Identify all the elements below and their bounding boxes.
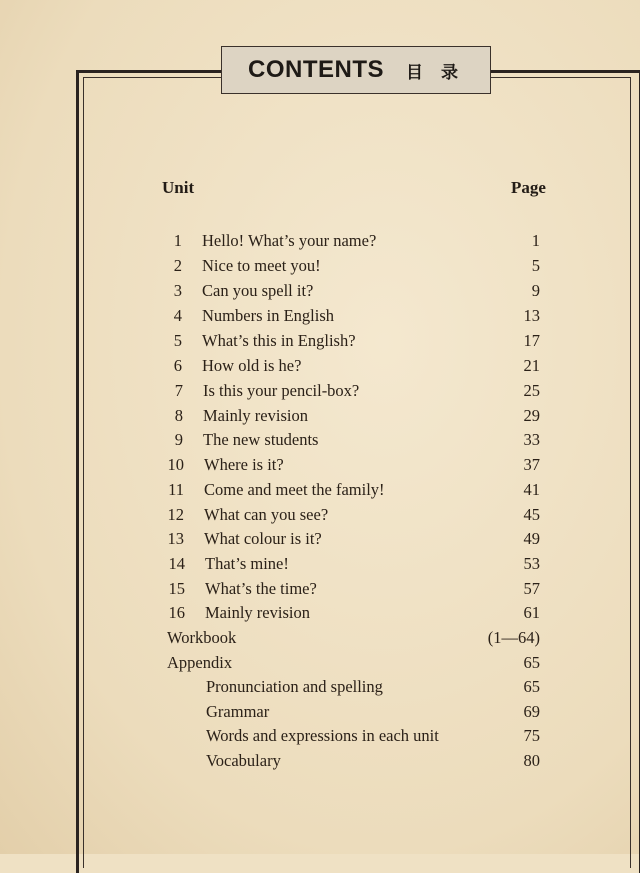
unit-number: 12 [167, 505, 184, 524]
toc-row [0, 503, 640, 527]
unit-column-header: Unit [162, 178, 195, 197]
toc-row [0, 329, 640, 353]
unit-page: 49 [523, 529, 540, 548]
unit-title: How old is he? [202, 356, 302, 375]
unit-page: 25 [523, 381, 540, 400]
appendix-item [0, 749, 640, 773]
unit-number: 4 [173, 306, 182, 325]
toc-row [0, 552, 640, 576]
appendix-item-title: Vocabulary [206, 751, 281, 770]
toc-row [0, 304, 640, 328]
toc-row [0, 354, 640, 378]
unit-number: 8 [174, 406, 183, 425]
unit-title: That’s mine! [205, 554, 289, 573]
workbook-page: (1—64) [487, 628, 540, 647]
unit-page: 45 [523, 505, 540, 524]
unit-number: 5 [173, 331, 182, 350]
unit-page: 1 [531, 231, 540, 250]
unit-title: Mainly revision [203, 406, 308, 425]
toc-row [0, 527, 640, 551]
toc-row [0, 404, 640, 428]
unit-page: 5 [531, 256, 540, 275]
page-column-header: Page [511, 178, 546, 197]
appendix-row [0, 651, 640, 675]
unit-title: Where is it? [204, 455, 284, 474]
unit-number: 1 [173, 231, 182, 250]
contents-title-chinese: 目 录 [406, 62, 464, 83]
unit-title: Can you spell it? [202, 281, 314, 300]
appendix-item-title: Grammar [206, 702, 270, 721]
workbook-row [0, 626, 640, 650]
toc-row [0, 229, 640, 253]
appendix-item-page: 69 [523, 702, 540, 721]
unit-number: 11 [168, 480, 184, 499]
unit-title: Come and meet the family! [204, 480, 385, 499]
unit-number: 2 [173, 256, 182, 275]
toc-row [0, 279, 640, 303]
toc-row [0, 601, 640, 625]
unit-page: 41 [523, 480, 540, 499]
unit-title: Numbers in English [202, 306, 334, 325]
unit-title: The new students [203, 430, 319, 449]
unit-title: Nice to meet you! [202, 256, 321, 275]
unit-page: 61 [523, 603, 540, 622]
unit-title: What colour is it? [204, 529, 322, 548]
unit-title: Mainly revision [205, 603, 310, 622]
unit-page: 53 [523, 554, 540, 573]
unit-page: 13 [523, 306, 540, 325]
unit-page: 37 [523, 455, 540, 474]
unit-number: 6 [173, 356, 182, 375]
unit-title: What’s this in English? [202, 331, 356, 350]
unit-number: 3 [173, 281, 182, 300]
toc-row [0, 254, 640, 278]
contents-title: CONTENTS [248, 56, 385, 83]
appendix-item [0, 675, 640, 699]
appendix-item-page: 65 [523, 677, 540, 696]
appendix-item [0, 724, 640, 748]
contents-title-box [221, 46, 491, 94]
unit-number: 10 [167, 455, 184, 474]
appendix-item-page: 75 [523, 726, 540, 745]
unit-number: 7 [174, 381, 183, 400]
unit-title: Is this your pencil-box? [203, 381, 360, 400]
unit-page: 33 [523, 430, 540, 449]
toc-row [0, 428, 640, 452]
unit-title: What can you see? [204, 505, 329, 524]
unit-number: 13 [167, 529, 184, 548]
unit-page: 17 [523, 331, 540, 350]
unit-number: 15 [168, 579, 185, 598]
unit-page: 29 [523, 406, 540, 425]
workbook-label: Workbook [167, 628, 237, 647]
appendix-page: 65 [523, 653, 540, 672]
unit-page: 9 [531, 281, 540, 300]
appendix-item-page: 80 [523, 751, 540, 770]
toc-row [0, 453, 640, 477]
appendix-item [0, 700, 640, 724]
appendix-item-title: Pronunciation and spelling [206, 677, 383, 696]
toc-row [0, 379, 640, 403]
unit-number: 16 [168, 603, 185, 622]
unit-title: Hello! What’s your name? [202, 231, 377, 250]
unit-number: 9 [174, 430, 183, 449]
appendix-label: Appendix [167, 653, 233, 672]
unit-page: 57 [523, 579, 540, 598]
appendix-item-title: Words and expressions in each unit [206, 726, 439, 745]
toc-row [0, 577, 640, 601]
toc-row [0, 478, 640, 502]
unit-title: What’s the time? [205, 579, 317, 598]
unit-page: 21 [523, 356, 540, 375]
unit-number: 14 [168, 554, 185, 573]
